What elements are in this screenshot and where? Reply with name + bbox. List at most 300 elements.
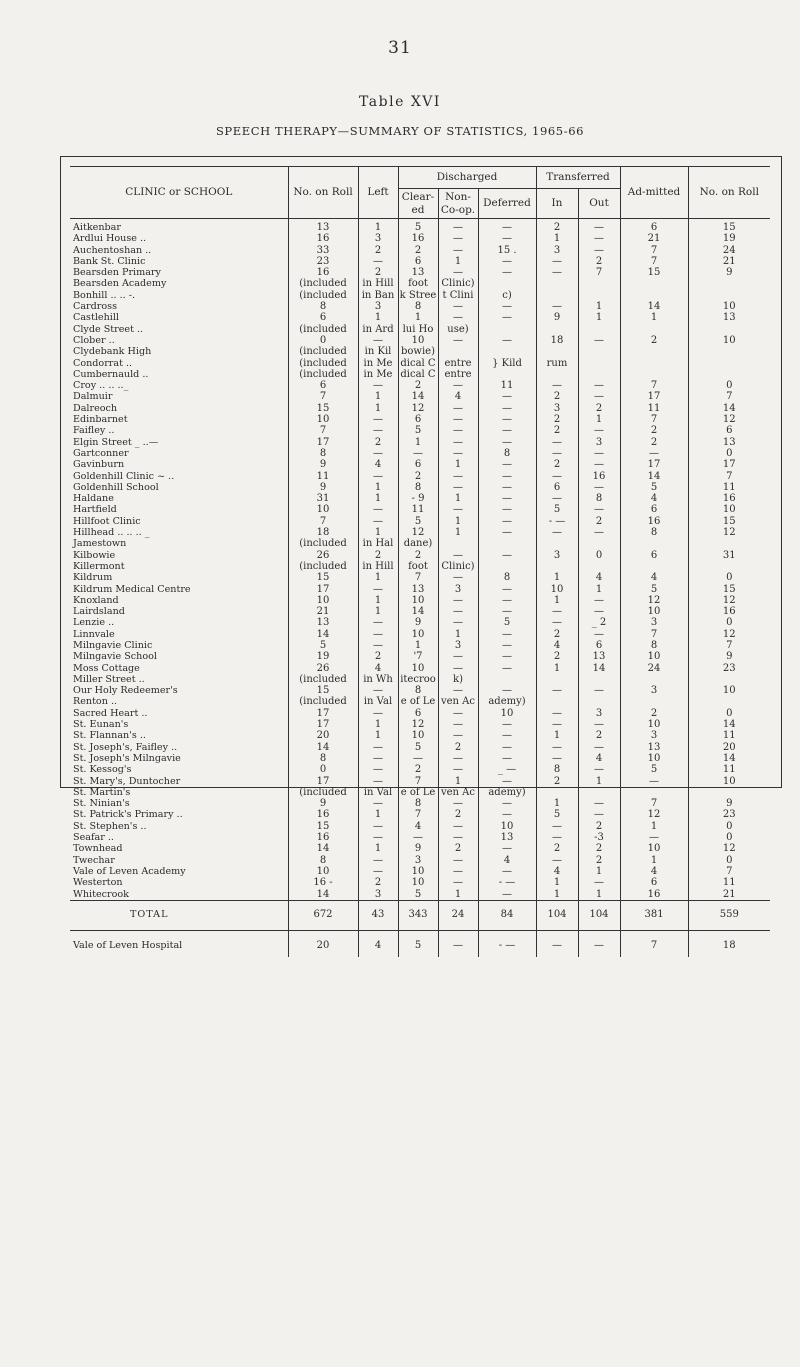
total-label: TOTAL	[70, 900, 288, 930]
table-cell: 13	[688, 437, 770, 448]
clinic-name: Gavinburn	[70, 459, 288, 470]
table-cell: 3	[578, 437, 620, 448]
table-cell: —	[438, 651, 478, 662]
table-cell: 10	[398, 866, 438, 877]
table-cell	[688, 278, 770, 289]
table-cell: —	[438, 448, 478, 459]
table-row	[70, 538, 770, 549]
table-cell: 10	[620, 606, 688, 617]
table-cell: in Wh	[358, 674, 398, 685]
table-cell: 10	[478, 821, 536, 832]
table-cell: 7	[688, 640, 770, 651]
table-row	[70, 889, 770, 901]
table-cell: —	[358, 617, 398, 628]
table-cell: —	[578, 742, 620, 753]
table-cell: —	[478, 663, 536, 674]
table-cell: —	[438, 798, 478, 809]
clinic-name: Faifley ..	[70, 425, 288, 436]
table-cell	[620, 324, 688, 335]
header-in: In	[536, 189, 578, 219]
table-cell: 1	[578, 889, 620, 901]
table-cell: 1	[358, 493, 398, 504]
table-cell: 7	[620, 256, 688, 267]
table-cell: 8	[288, 753, 358, 764]
table-cell: 10	[620, 719, 688, 730]
table-cell	[578, 787, 620, 798]
table-cell: 5	[398, 516, 438, 527]
clinic-name: Moss Cottage	[70, 663, 288, 674]
hospital-cell: —	[438, 931, 478, 958]
clinic-name: St. Kessog's	[70, 764, 288, 775]
table-cell: 1	[536, 889, 578, 901]
table-cell: 11	[478, 380, 536, 391]
table-cell: —	[478, 640, 536, 651]
table-cell: 9	[688, 651, 770, 662]
table-cell: —	[438, 764, 478, 775]
table-row	[70, 674, 770, 685]
table-row	[70, 719, 770, 730]
table-cell: 6	[536, 482, 578, 493]
table-cell: k Stree	[399, 289, 437, 301]
table-cell: (included	[288, 290, 358, 301]
table-cell: 2	[620, 437, 688, 448]
table-row	[70, 278, 770, 289]
table-cell: 7	[620, 629, 688, 640]
table-row	[70, 527, 770, 538]
table-cell: 8	[398, 798, 438, 809]
table-cell: 4	[620, 866, 688, 877]
table-cell	[620, 787, 688, 798]
table-cell: 2	[536, 391, 578, 402]
table-cell: use)	[438, 324, 478, 335]
table-cell: —	[358, 742, 398, 753]
table-cell: 19	[688, 233, 770, 244]
table-cell: 12	[398, 719, 438, 730]
table-row	[70, 550, 770, 561]
clinic-name: Clydebank High	[70, 346, 288, 357]
table-cell: (included	[288, 787, 358, 798]
total-cell: 104	[578, 900, 620, 930]
table-row	[70, 290, 770, 301]
table-cell: 3	[620, 617, 688, 628]
table-cell: 9	[688, 798, 770, 809]
table-cell: '7	[398, 651, 438, 662]
table-cell: 31	[688, 550, 770, 561]
table-cell: 2	[578, 256, 620, 267]
table-cell: 2	[398, 245, 438, 256]
table-cell: —	[578, 482, 620, 493]
total-cell: 343	[398, 900, 438, 930]
table-cell: —	[438, 663, 478, 674]
table-cell: —	[358, 425, 398, 436]
table-cell: 1	[358, 843, 398, 854]
hospital-cell: - —	[478, 931, 536, 958]
table-cell: 12	[620, 595, 688, 606]
clinic-name: Milngavie School	[70, 651, 288, 662]
table-cell: e of Le	[398, 696, 438, 707]
table-cell: 12	[688, 414, 770, 425]
table-cell: 16	[288, 832, 358, 843]
table-cell: —	[536, 832, 578, 843]
table-row	[70, 346, 770, 357]
table-cell: 9	[536, 312, 578, 323]
table-cell: —	[536, 301, 578, 312]
table-row	[70, 301, 770, 312]
table-cell: 1	[578, 866, 620, 877]
table-cell: —	[438, 855, 478, 866]
table-cell: —	[478, 414, 536, 425]
table-cell: 2	[536, 843, 578, 854]
table-cell: —	[358, 504, 398, 515]
table-cell: —	[536, 493, 578, 504]
table-cell: (included	[288, 358, 358, 369]
table-cell: 0	[688, 448, 770, 459]
page-number: 31	[388, 38, 412, 58]
table-cell: —	[358, 708, 398, 719]
table-cell: 0	[688, 617, 770, 628]
table-cell: 0	[288, 764, 358, 775]
table-cell: 11	[688, 482, 770, 493]
clinic-name: Bonhill .. .. -.	[70, 290, 288, 301]
table-row	[70, 493, 770, 504]
table-cell: 1	[358, 527, 398, 538]
table-cell: —	[358, 471, 398, 482]
header-clinic: CLINIC or SCHOOL	[70, 167, 288, 219]
table-cell: —	[438, 877, 478, 888]
table-cell: 12	[620, 809, 688, 820]
table-cell: in Me	[358, 358, 398, 369]
table-cell: - —	[478, 877, 536, 888]
table-cell: —	[358, 866, 398, 877]
table-cell: 1	[438, 527, 478, 538]
table-cell	[620, 561, 688, 572]
table-cell: 2	[358, 877, 398, 888]
table-cell: 26	[288, 550, 358, 561]
table-cell: 15	[288, 572, 358, 583]
hospital-cell: 18	[688, 931, 770, 958]
table-cell: (included	[288, 561, 358, 572]
table-cell: 5	[536, 809, 578, 820]
table-row	[70, 482, 770, 493]
table-cell: 1	[536, 877, 578, 888]
table-cell: —	[438, 471, 478, 482]
table-cell: —	[536, 719, 578, 730]
table-cell: 26	[288, 663, 358, 674]
table-cell: —	[438, 335, 478, 346]
table-cell: 10	[478, 708, 536, 719]
clinic-name: St. Flannan's ..	[70, 730, 288, 741]
table-cell: t Clini	[438, 290, 478, 301]
table-row	[70, 685, 770, 696]
table-cell: 1	[578, 776, 620, 787]
table-cell: 2	[358, 245, 398, 256]
table-cell: 16	[578, 471, 620, 482]
table-cell: 12	[688, 843, 770, 854]
table-cell: Clinic)	[438, 561, 478, 572]
clinic-name: Kildrum Medical Centre	[70, 584, 288, 595]
table-cell: 6	[620, 504, 688, 515]
table-cell: —	[578, 685, 620, 696]
table-cell: —	[478, 504, 536, 515]
total-cell: 43	[358, 900, 398, 930]
table-body	[70, 219, 770, 901]
table-cell: 17	[620, 459, 688, 470]
clinic-name: Jamestown	[70, 538, 288, 549]
clinic-name: Kildrum	[70, 572, 288, 583]
hospital-cell: 5	[398, 931, 438, 958]
table-cell: —	[478, 459, 536, 470]
table-cell: 2	[536, 651, 578, 662]
table-cell: 10	[398, 595, 438, 606]
table-cell: 10	[288, 866, 358, 877]
clinic-name: Vale of Leven Academy	[70, 866, 288, 877]
table-cell: 0	[688, 380, 770, 391]
table-cell: in Hal	[358, 538, 398, 549]
table-cell: —	[438, 414, 478, 425]
table-cell	[536, 787, 578, 798]
header-no-on-roll: No. on Roll	[288, 167, 358, 219]
table-footer	[70, 900, 770, 957]
table-cell: —	[536, 471, 578, 482]
table-cell: (included	[288, 538, 358, 549]
table-row	[70, 764, 770, 775]
table-cell: —	[478, 403, 536, 414]
table-cell: —	[536, 267, 578, 278]
table-cell: —	[478, 753, 536, 764]
table-cell: 16	[288, 809, 358, 820]
table-cell: 11	[288, 471, 358, 482]
table-cell: c)	[478, 290, 536, 301]
table-cell: (included	[288, 696, 358, 707]
table-cell: 2	[536, 776, 578, 787]
table-cell: 1	[536, 798, 578, 809]
table-cell: 1	[358, 312, 398, 323]
table-cell: —	[358, 380, 398, 391]
hospital-cell: 7	[620, 931, 688, 958]
table-row	[70, 425, 770, 436]
clinic-name: Clober ..	[70, 335, 288, 346]
table-cell: 14	[288, 843, 358, 854]
table-cell	[578, 696, 620, 707]
table-cell: —	[536, 617, 578, 628]
table-cell: 6	[620, 550, 688, 561]
clinic-name: Auchentoshan ..	[70, 245, 288, 256]
table-cell: 10	[620, 651, 688, 662]
table-cell	[620, 696, 688, 707]
clinic-name: Hartfield	[70, 504, 288, 515]
table-cell: 10	[620, 843, 688, 854]
table-cell: 19	[288, 651, 358, 662]
table-cell: 1	[438, 629, 478, 640]
table-cell: foot	[398, 278, 438, 289]
table-cell	[536, 696, 578, 707]
table-cell: 12	[688, 595, 770, 606]
table-cell: —	[438, 572, 478, 583]
table-cell: 9	[288, 482, 358, 493]
table-cell: 10	[620, 753, 688, 764]
table-cell: 1	[358, 730, 398, 741]
table-cell: 7	[620, 245, 688, 256]
clinic-name: Our Holy Redeemer's	[70, 685, 288, 696]
hospital-label: Vale of Leven Hospital	[70, 931, 288, 958]
table-cell: —	[578, 391, 620, 402]
table-row	[70, 843, 770, 854]
header-deferred: Deferred	[478, 189, 536, 219]
table-cell: (included	[288, 324, 358, 335]
clinic-name: Cumbernauld ..	[70, 369, 288, 380]
table-cell: 14	[398, 606, 438, 617]
table-cell: 0	[688, 855, 770, 866]
table-row	[70, 742, 770, 753]
table-cell	[620, 369, 688, 380]
table-cell: —	[438, 753, 478, 764]
table-row	[70, 504, 770, 515]
clinic-name: Condorrat ..	[70, 358, 288, 369]
table-row	[70, 606, 770, 617]
clinic-name: Ardlui House ..	[70, 233, 288, 244]
table-cell: 2	[536, 629, 578, 640]
table-cell: 10	[398, 730, 438, 741]
clinic-name: Castlehill	[70, 312, 288, 323]
table-cell: —	[478, 527, 536, 538]
table-cell: 16	[620, 889, 688, 901]
table-cell: _ —	[478, 764, 536, 775]
table-cell: itecroo	[398, 674, 438, 685]
table-cell	[688, 696, 770, 707]
table-cell: —	[478, 629, 536, 640]
table-cell: 31	[288, 493, 358, 504]
table-cell: 16	[688, 493, 770, 504]
table-cell: 10	[536, 584, 578, 595]
table-cell	[688, 787, 770, 798]
table-cell: 8	[398, 685, 438, 696]
table-cell: —	[358, 776, 398, 787]
table-cell: 6	[398, 256, 438, 267]
table-cell: in Me	[358, 369, 398, 380]
table-row	[70, 584, 770, 595]
table-cell: 2	[358, 651, 398, 662]
table-cell: —	[578, 719, 620, 730]
table-cell: —	[358, 753, 398, 764]
total-cell: 559	[688, 900, 770, 930]
table-cell: 5	[620, 584, 688, 595]
table-cell: 8	[478, 448, 536, 459]
header-discharged: Discharged	[398, 167, 536, 189]
table-cell: 15	[288, 403, 358, 414]
table-cell: 5	[620, 482, 688, 493]
table-cell: 2	[620, 708, 688, 719]
table-cell: —	[358, 821, 398, 832]
table-cell: —	[398, 832, 438, 843]
table-cell: 2	[578, 516, 620, 527]
table-cell: —	[478, 425, 536, 436]
table-cell: 7	[620, 414, 688, 425]
table-cell: 14	[288, 629, 358, 640]
table-cell: 8	[398, 482, 438, 493]
table-row	[70, 414, 770, 425]
table-cell: 21	[688, 256, 770, 267]
table-cell: 6	[398, 414, 438, 425]
table-cell: 12	[688, 527, 770, 538]
table-cell: 14	[688, 719, 770, 730]
table-cell: —	[438, 301, 478, 312]
clinic-name: St. Eunan's	[70, 719, 288, 730]
table-cell: 10	[398, 629, 438, 640]
table-cell: 17	[620, 391, 688, 402]
table-cell: 17	[288, 584, 358, 595]
table-cell: 4	[398, 821, 438, 832]
table-row	[70, 651, 770, 662]
clinic-name: Hillhead .. .. .. _	[70, 527, 288, 538]
table-cell: 7	[688, 391, 770, 402]
table-row	[70, 324, 770, 335]
table-cell	[688, 346, 770, 357]
table-cell: —	[578, 245, 620, 256]
table-cell: 10	[288, 504, 358, 515]
table-cell: 8	[536, 764, 578, 775]
table-cell: 2	[536, 219, 578, 234]
table-cell: 1	[358, 219, 398, 234]
table-row	[70, 516, 770, 527]
table-header	[70, 167, 770, 219]
table-row	[70, 640, 770, 651]
table-cell: -3	[578, 832, 620, 843]
clinic-name: Lairdsland	[70, 606, 288, 617]
total-cell: 24	[438, 900, 478, 930]
table-cell: —	[438, 403, 478, 414]
clinic-name: Killermont	[70, 561, 288, 572]
table-row	[70, 877, 770, 888]
table-cell: foot	[398, 561, 438, 572]
table-cell: —	[536, 742, 578, 753]
table-cell: —	[358, 798, 398, 809]
table-row	[70, 572, 770, 583]
table-cell: —	[478, 219, 536, 234]
table-cell: —	[478, 516, 536, 527]
table-cell: 2	[536, 425, 578, 436]
table-cell: 17	[288, 719, 358, 730]
table-cell: 2	[398, 380, 438, 391]
header-left: Left	[358, 167, 398, 219]
table-cell: 1	[438, 459, 478, 470]
table-cell: 12	[398, 403, 438, 414]
table-cell: 33	[288, 245, 358, 256]
total-cell: 672	[288, 900, 358, 930]
table-cell	[478, 538, 536, 549]
table-cell: 24	[688, 245, 770, 256]
table-row	[70, 233, 770, 244]
header-out: Out	[578, 189, 620, 219]
table-cell: —	[358, 414, 398, 425]
table-cell: 1	[620, 821, 688, 832]
table-cell: 13	[620, 742, 688, 753]
table-cell: 10	[688, 335, 770, 346]
table-cell: 3	[358, 233, 398, 244]
table-row	[70, 358, 770, 369]
table-cell: —	[438, 380, 478, 391]
table-row	[70, 730, 770, 741]
table-cell: (included	[288, 674, 358, 685]
table-cell: 9	[398, 617, 438, 628]
table-cell: in Ard	[358, 324, 398, 335]
clinic-name: St. Stephen's ..	[70, 821, 288, 832]
table-cell: —	[578, 335, 620, 346]
table-cell: —	[438, 550, 478, 561]
table-cell: —	[478, 730, 536, 741]
table-cell: —	[578, 798, 620, 809]
table-cell: 0	[688, 832, 770, 843]
clinic-name: Dalreoch	[70, 403, 288, 414]
